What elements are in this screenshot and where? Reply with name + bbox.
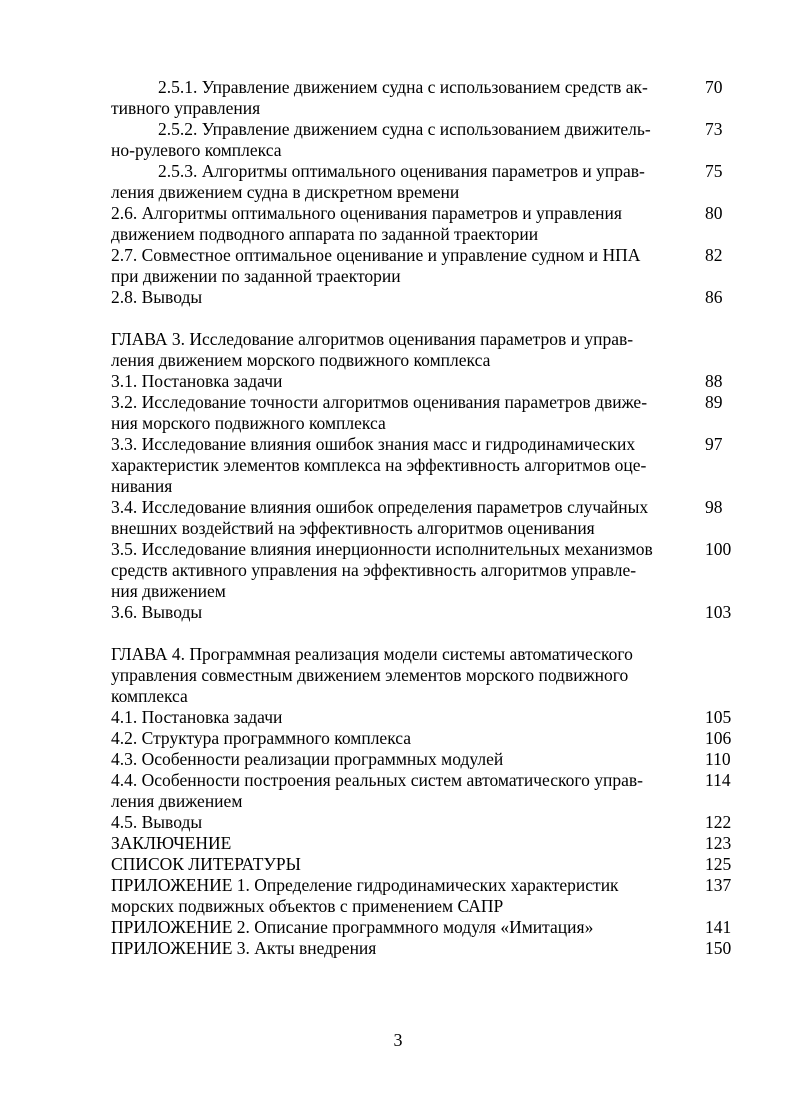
toc-line: ЗАКЛЮЧЕНИЕ (111, 833, 232, 853)
toc-line: 3.3. Исследование влияния ошибок знания масс и гидродинамических (111, 434, 636, 454)
toc-line: морских подвижных объектов с применением САПР (111, 896, 504, 916)
toc-page-number: 125 (705, 854, 732, 874)
toc-page-number: 82 (705, 245, 723, 265)
toc-line: 2.5.1. Управление движением судна с использованием средств ак- (158, 77, 648, 97)
toc-entry-title (111, 938, 691, 959)
toc-entry-title (111, 287, 691, 308)
toc-page-number: 70 (705, 77, 723, 97)
toc-line: 4.2. Структура программного комплекса (111, 728, 412, 748)
toc-page-number: 106 (705, 728, 732, 748)
toc-entry-title (111, 707, 691, 728)
toc-line: 2.8. Выводы (111, 287, 203, 307)
toc-page-number: 73 (705, 119, 723, 139)
toc-line: средств активного управления на эффективность алгоритмов управле- (111, 560, 637, 580)
toc-line: СПИСОК ЛИТЕРАТУРЫ (111, 854, 301, 874)
toc-page-number: 88 (705, 371, 723, 391)
toc-page-number: 80 (705, 203, 723, 223)
toc-page-number: 103 (705, 602, 732, 622)
toc-page-number: 123 (705, 833, 732, 853)
toc-line: 2.7. Совместное оптимальное оценивание и управление судном и НПА (111, 245, 641, 265)
toc-line: ления движением (111, 791, 243, 811)
toc-line: 3.5. Исследование влияния инерционности исполнительных механизмов (111, 539, 653, 559)
toc-line: 2.6. Алгоритмы оптимального оценивания параметров и управления (111, 203, 622, 223)
toc-entry-title (111, 392, 691, 434)
toc-entry-title (111, 875, 691, 917)
toc-line: движением подводного аппарата по заданной траектории (111, 224, 539, 244)
toc-line: 2.5.3. Алгоритмы оптимального оценивания параметров и управ- (158, 161, 645, 181)
toc-entry-title (111, 434, 691, 497)
toc-page-number: 137 (705, 875, 732, 895)
toc-page-number: 122 (705, 812, 732, 832)
toc-entry-title (111, 749, 691, 770)
toc-line: ния морского подвижного комплекса (111, 413, 386, 433)
toc-page-number: 141 (705, 917, 732, 937)
toc-page-number: 86 (705, 287, 723, 307)
toc-line: 3.4. Исследование влияния ошибок определения параметров случайных (111, 497, 649, 517)
toc-entry-title (111, 728, 691, 749)
toc-line: ПРИЛОЖЕНИЕ 1. Определение гидродинамических характеристик (111, 875, 619, 895)
toc-line: 2.5.2. Управление движением судна с использованием движитель- (158, 119, 651, 139)
toc-entry-title (111, 833, 691, 854)
toc-page-number: 114 (705, 770, 731, 790)
toc-entry-title (111, 371, 691, 392)
toc-line: ГЛАВА 4. Программная реализация модели системы автоматического (111, 644, 633, 664)
toc-line: комплекса (111, 686, 188, 706)
toc-page-number: 100 (705, 539, 732, 559)
toc-line: ния движением (111, 581, 226, 601)
toc-page-number: 105 (705, 707, 732, 727)
toc-entry-title (111, 203, 691, 245)
toc-line: ления движением судна в дискретном времени (111, 182, 460, 202)
toc-line: 4.1. Постановка задачи (111, 707, 283, 727)
toc-entry-title (111, 161, 691, 203)
toc-entry-title (111, 917, 691, 938)
toc-entry-title (111, 770, 691, 812)
toc-page-number: 89 (705, 392, 723, 412)
toc-line: 3.6. Выводы (111, 602, 203, 622)
toc-entry-title (111, 812, 691, 833)
toc-line: ПРИЛОЖЕНИЕ 3. Акты внедрения (111, 938, 377, 958)
toc-line: ления движением морского подвижного комплекса (111, 350, 491, 370)
toc-line: 4.5. Выводы (111, 812, 203, 832)
toc-entry-title (111, 245, 691, 287)
toc-line: тивного управления (111, 98, 261, 118)
toc-entry-title (111, 854, 691, 875)
toc-page-number: 150 (705, 938, 732, 958)
toc-entry-title (111, 119, 691, 161)
toc-page-number: 75 (705, 161, 723, 181)
toc-line: внешних воздействий на эффективность алгоритмов оценивания (111, 518, 595, 538)
toc-line: управления совместным движением элементов морского подвижного (111, 665, 629, 685)
toc-line: ГЛАВА 3. Исследование алгоритмов оценивания параметров и управ- (111, 329, 634, 349)
toc-line: ПРИЛОЖЕНИЕ 2. Описание программного модуля «Имитация» (111, 917, 594, 937)
toc-page-number: 97 (705, 434, 723, 454)
toc-entry-title (111, 539, 691, 602)
toc-line: характеристик элементов комплекса на эффективность алгоритмов оце- (111, 455, 647, 475)
toc-line: 3.1. Постановка задачи (111, 371, 283, 391)
toc-line: 4.3. Особенности реализации программных модулей (111, 749, 504, 769)
toc-page-number: 98 (705, 497, 723, 517)
toc-entry-title (111, 602, 691, 623)
toc-line: но-рулевого комплекса (111, 140, 282, 160)
toc-entry-title (111, 77, 686, 119)
toc-entry-title (111, 329, 691, 371)
toc-entry-title (111, 644, 691, 707)
page-number: 3 (393, 1030, 403, 1050)
toc-line: 4.4. Особенности построения реальных систем автоматического управ- (111, 770, 643, 790)
toc-entry-title (111, 497, 691, 539)
toc-line: при движении по заданной траектории (111, 266, 401, 286)
toc-page-number: 110 (705, 749, 731, 769)
toc-line: 3.2. Исследование точности алгоритмов оценивания параметров движе- (111, 392, 648, 412)
toc-line: нивания (111, 476, 173, 496)
